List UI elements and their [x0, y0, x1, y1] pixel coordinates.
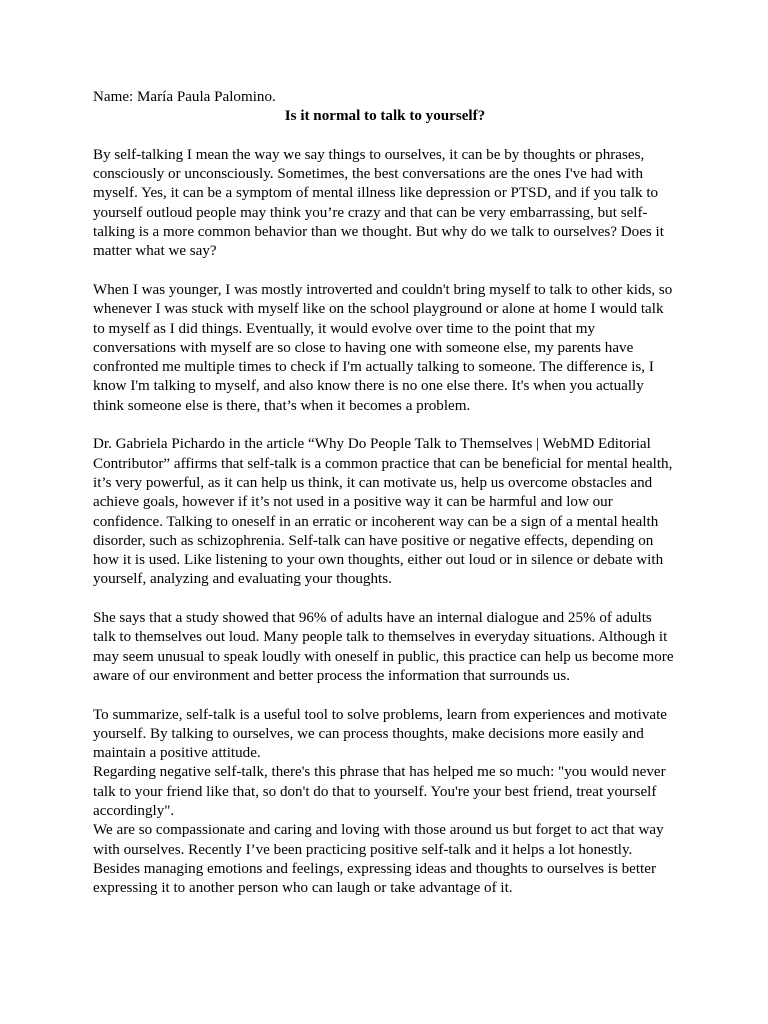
paragraph-spacer	[93, 416, 677, 435]
paragraph-spacer	[93, 686, 677, 705]
essay-title: Is it normal to talk to yourself?	[284, 108, 486, 125]
paragraph-spacer	[93, 590, 677, 609]
paragraph-spacer	[93, 127, 677, 146]
paragraph-summary: To summarize, self-talk is a useful tool to solve problems, learn from experiences and motivate yourself. By talking to ourselves, we can process thoughts, make decisions more easily and maintain a positive attitude.	[93, 706, 668, 762]
paragraph-spacer	[93, 262, 677, 281]
document-body	[93, 88, 677, 898]
paragraph-negative-self-talk: Regarding negative self-talk, there's this phrase that has helped me so much: "you would never talk to your friend like that, so don't do that to yourself. You're your best friend, treat yourself accordingly".	[93, 764, 666, 819]
paragraph-article: Dr. Gabriela Pichardo in the article “Why Do People Talk to Themselves | WebMD Editorial Contributor” affirms that self-talk is a common practice that can be beneficial for mental health, it’s very powerful, as it can help us think, it can motivate us, help us overcome obstacles and achieve goals, however if it’s not used in a positive way it can be harmful and low our confidence. Talking to oneself in an erratic or incoherent way can be a sign of a mental health disorder, such as schizophrenia. Self-talk can have positive or negative effects, depending on how it is used. Like listening to your own thoughts, either out loud or in silence or debate with yourself, analyzing and evaluating your thoughts.	[93, 436, 673, 588]
paragraph-intro: By self-talking I mean the way we say things to ourselves, it can be by thoughts or phrases, consciously or unconsciously. Sometimes, the best conversations are the ones I've had with myself. Yes, it can be a symptom of mental illness like depression or PTSD, and if you talk to yourself outloud people may think you’re crazy and that can be very embarrassing, but self-talking is a more common behavior than we thought. But why do we talk to ourselves? Does it matter what we say?	[93, 146, 664, 260]
author-name-line: Name: María Paula Palomino.	[93, 89, 276, 105]
paragraph-childhood: When I was younger, I was mostly introverted and couldn't bring myself to talk to other kids, so whenever I was stuck with myself like on the school playground or alone at home I would talk to myself as I did things. Eventually, it would evolve over time to the point that my conversations with myself are so close to having one with someone else, my parents have confronted me multiple times to check if I'm actually talking to someone. The difference is, I know I'm talking to myself, and also know there is no one else there. It's when you actually think someone else is there, that’s when it becomes a problem.	[93, 281, 673, 414]
paragraph-study: She says that a study showed that 96% of adults have an internal dialogue and 25% of adults talk to themselves out loud. Many people talk to themselves in everyday situations. Although it may seem unusual to speak loudly with oneself in public, this practice can help us become more aware of our environment and better process the information that surrounds us.	[93, 610, 674, 684]
paragraph-conclusion: We are so compassionate and caring and loving with those around us but forget to act that way with ourselves. Recently I’ve been practicing positive self-talk and it helps a lot honestly. Besides managing emotions and feelings, expressing ideas and thoughts to ourselves is better expressing it to another person who can laugh or take advantage of it.	[93, 822, 664, 897]
